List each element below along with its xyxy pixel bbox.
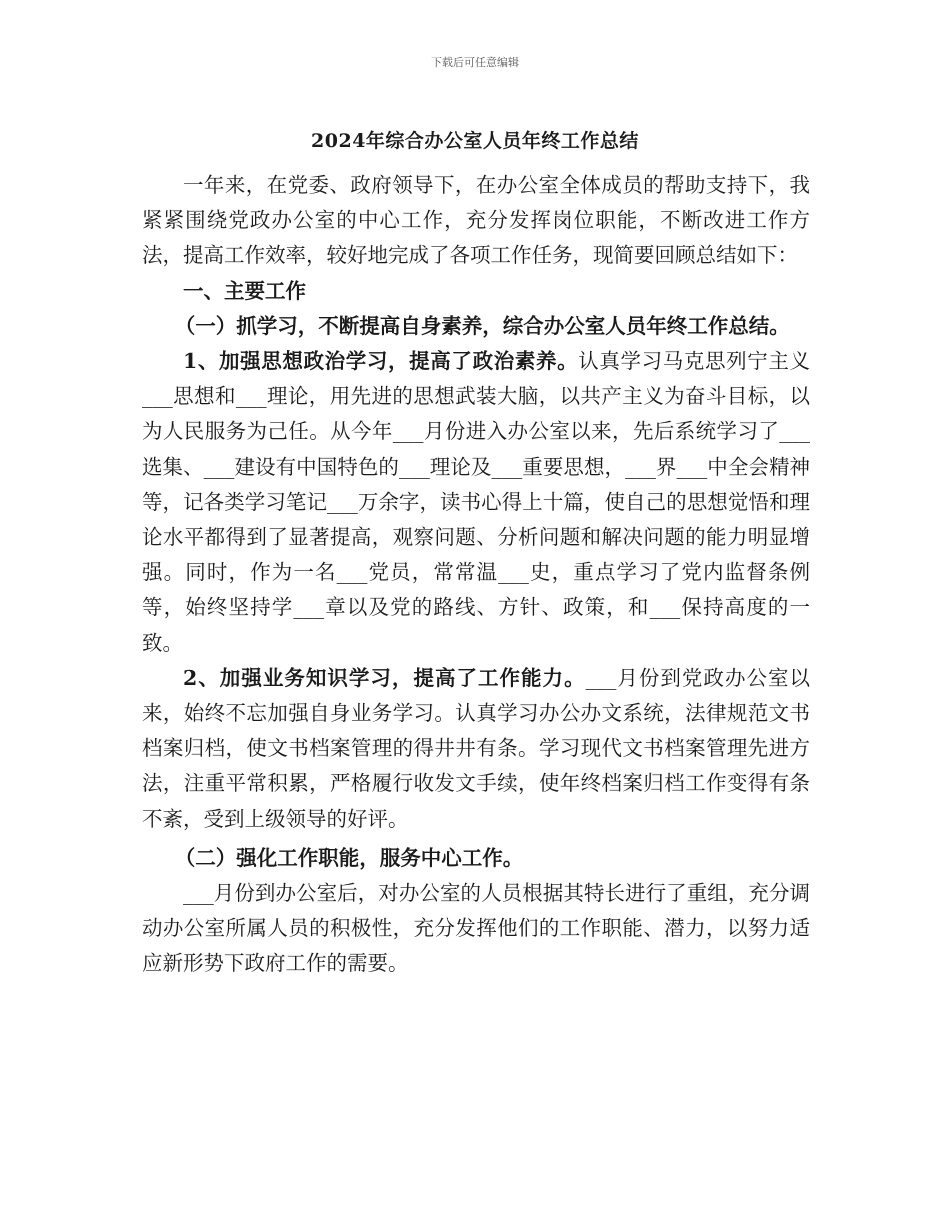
item-paragraph-political-study bbox=[142, 344, 810, 661]
item-text-business-study: ___月份到党政办公室以来，始终不忘加强自身业务学习。认真学习办公办文系统，法律规范文书档案归档，使文书档案管理的得井井有条。学习现代文书档案管理先进方法，注重平常积累，严格履行收发文手续，使年终档案归档工作变得有条不紊，受到上级领导的好评。 bbox=[142, 665, 810, 831]
section-heading-main-work: 一、主要工作 bbox=[183, 278, 306, 303]
item-text-political-study: 认真学习马克思列宁主义___思想和___理论，用先进的思想武装大脑，以共产主义为奋斗目标，以为人民服务为己任。从今年___月份进入办公室以来，先后系统学习了___选集、___建设有中国特色的___理论及___重要思想，___界___中全会精神等，记各类学习笔记___万余字，读书心得上十篇，使自己的思想觉悟和理论水平都得到了显著提高，观察问题、分析问题和解决问题的能力明显增强。同时，作为一名___党员，常常温___史，重点学习了党内监督条例等，始终坚持学___章以及党的路线、方针、政策，和___保持高度的一致。 bbox=[142, 349, 811, 655]
document-body bbox=[142, 168, 810, 982]
item-lead-business-study: 2、加强业务知识学习，提高了工作能力。 bbox=[183, 665, 586, 690]
intro-paragraph: 一年来，在党委、政府领导下，在办公室全体成员的帮助支持下，我紧紧围绕党政办公室的中心工作，充分发挥岗位职能，不断改进工作方法，提高工作效率，较好地完成了各项工作任务，现简要回顾总结如下： bbox=[142, 173, 810, 268]
header-note: 下载后可任意编辑 bbox=[431, 56, 519, 69]
functions-paragraph: ___月份到办公室后，对办公室的人员根据其特长进行了重组，充分调动办公室所属人员的积极性，充分发挥他们的工作职能、潜力，以努力适应新形势下政府工作的需要。 bbox=[142, 881, 810, 976]
subsection-heading-study: （一）抓学习，不断提高自身素养，综合办公室人员年终工作总结。 bbox=[174, 313, 790, 338]
item-paragraph-business-study bbox=[142, 661, 810, 837]
item-lead-political-study: 1、加强思想政治学习，提高了政治素养。 bbox=[183, 349, 579, 374]
document-title: 2024年综合办公室人员年终工作总结 bbox=[311, 130, 639, 152]
subsection-heading-functions: （二）强化工作职能，服务中心工作。 bbox=[174, 845, 524, 870]
